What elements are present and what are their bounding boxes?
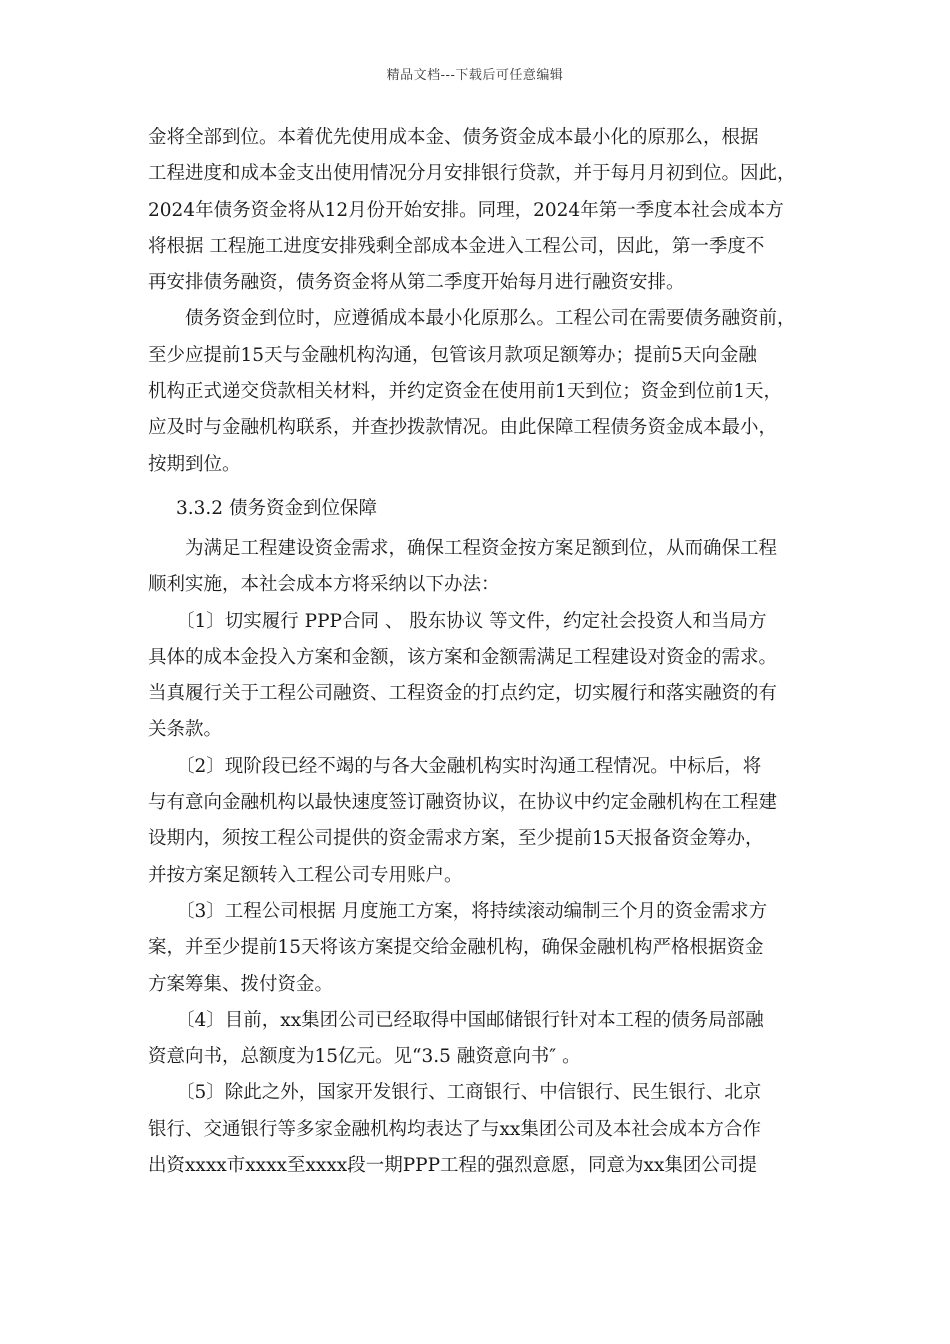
text-line: 银行、交通银行等多家金融机构均表达了与xx集团公司及本社会成本方合作 xyxy=(148,1118,761,1140)
text-line: 〔1〕切实履行 PPP合同 、 股东协议 等文件，约定社会投资人和当局方 xyxy=(176,610,767,632)
list-item-4 xyxy=(148,1003,820,1076)
list-item-2 xyxy=(148,749,820,894)
list-item-1 xyxy=(148,604,820,749)
text-line: 当真履行关于工程公司融资、工程资金的打点约定，切实履行和落实融资的有 xyxy=(148,683,778,705)
text-line: 再安排债务融资，债务资金将从第二季度开始每月进行融资安排。 xyxy=(148,272,685,294)
text-line: 〔5〕除此之外，国家开发银行、工商银行、中信银行、民生银行、北京 xyxy=(176,1082,762,1104)
list-item-3 xyxy=(148,894,820,1003)
text-line: 金将全部到位。本着优先使用成本金、债务资金成本最小化的原那么，根据 xyxy=(148,127,759,148)
paragraph-p1 xyxy=(148,120,820,301)
section-heading: 3.3.2 债务资金到位保障 xyxy=(176,497,377,519)
text-line: 按期到位。 xyxy=(148,453,241,475)
paragraph-p2 xyxy=(148,301,820,482)
document-body xyxy=(148,120,820,1184)
text-line: 资意向书，总额度为15亿元。见“3.5 融资意向书″ 。 xyxy=(148,1046,581,1068)
text-line: 与有意向金融机构以最快速度签订融资协议，在协议中约定金融机构在工程建 xyxy=(148,792,778,814)
text-line: 〔4〕目前，xx集团公司已经取得中国邮储银行针对本工程的债务局部融 xyxy=(176,1009,764,1031)
text-line: 〔2〕现阶段已经不竭的与各大金融机构实时沟通工程情况。中标后，将 xyxy=(176,755,762,777)
page-header: 精品文档---下载后可任意编辑 xyxy=(386,68,564,83)
text-line: 工程进度和成本金支出使用情况分月安排银行贷款，并于每月月初到位。因此， xyxy=(148,163,796,185)
text-line: 案，并至少提前15天将该方案提交给金融机构，确保金融机构严格根据资金 xyxy=(148,937,764,959)
text-line: 应及时与金融机构联系，并查抄拨款情况。由此保障工程债务资金成本最小， xyxy=(148,417,778,439)
text-line: 〔3〕工程公司根据 月度施工方案，将持续滚动编制三个月的资金需求方 xyxy=(176,900,768,922)
text-line: 设期内，须按工程公司提供的资金需求方案，至少提前15天报备资金筹办， xyxy=(148,828,764,850)
text-line: 关条款。 xyxy=(148,719,223,741)
text-line: 2024年债务资金将从12月份开始安排。同理，2024年第一季度本社会成本方 xyxy=(148,199,784,221)
text-line: 方案筹集、拨付资金。 xyxy=(148,973,334,995)
text-line: 债务资金到位时，应遵循成本最小化原那么。工程公司在需要债务融资前， xyxy=(185,308,796,330)
text-line: 为满足工程建设资金需求，确保工程资金按方案足额到位，从而确保工程 xyxy=(185,537,778,559)
text-line: 将根据 工程施工进度安排残剩全部成本金进入工程公司，因此，第一季度不 xyxy=(148,235,765,257)
text-line: 具体的成本金投入方案和金额，该方案和金额需满足工程建设对资金的需求。 xyxy=(148,646,778,668)
list-item-5 xyxy=(148,1075,820,1184)
text-line: 顺利实施，本社会成本方将采纳以下办法： xyxy=(148,574,500,596)
text-line: 至少应提前15天与金融机构沟通，包管该月款项足额筹办；提前5天向金融 xyxy=(148,344,757,366)
text-line: 并按方案足额转入工程公司专用账户。 xyxy=(148,864,463,886)
text-line: 出资xxxx市xxxx至xxxx段一期PPP工程的强烈意愿，同意为xx集团公司提 xyxy=(148,1155,757,1177)
text-line: 机构正式递交贷款相关材料，并约定资金在使用前1天到位；资金到位前1天， xyxy=(148,381,783,403)
paragraph-p3 xyxy=(148,531,820,604)
